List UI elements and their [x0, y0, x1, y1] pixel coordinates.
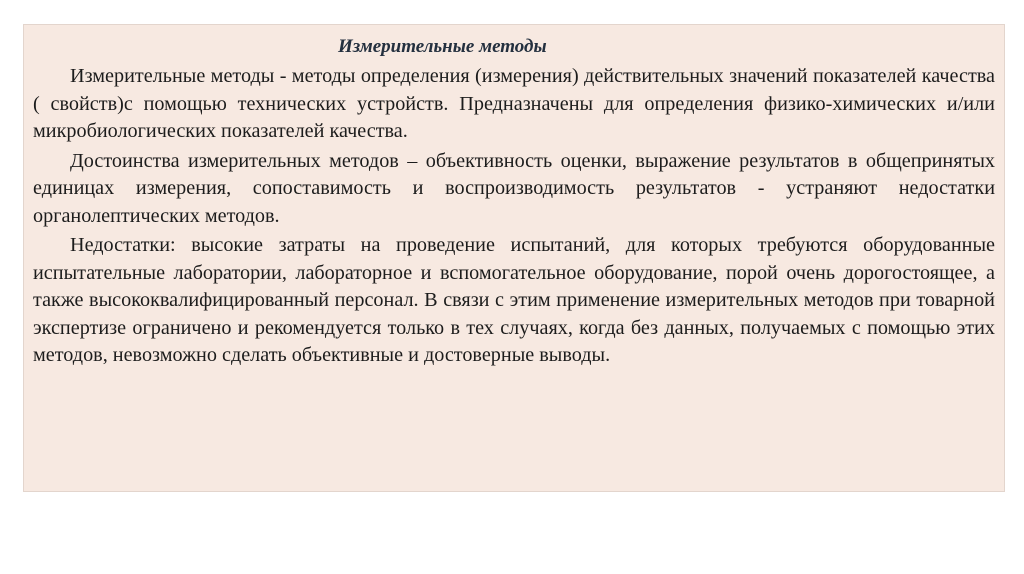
paragraph-definition: Измерительные методы - методы определения (измерения) действительных значений показателей качества ( свойств)с помощью технических устройств. Предназначены для определения физико-химических и/или микробиологических показателей качества.	[33, 65, 995, 142]
text-panel	[23, 24, 1005, 492]
slide-title: Измерительные методы	[338, 36, 547, 57]
paragraph-disadvantages: Недостатки: высокие затраты на проведение испытаний, для которых требуются оборудованные испытательные лаборатории, лабораторное и вспомогательное оборудование, порой очень дорогостоящее, а также высококвалифицированный персонал. В связи с этим применение измерительных методов при товарной экспертизе ограничено и рекомендуется только в тех случаях, когда без данных, получаемых с помощью этих методов, невозможно сделать объективные и достоверные выводы.	[33, 234, 995, 366]
paragraph-advantages: Достоинства измерительных методов – объективность оценки, выражение результатов в общепринятых единицах измерения, сопоставимость и воспроизводимость результатов - устраняют недостатки органолептических методов.	[33, 149, 995, 227]
